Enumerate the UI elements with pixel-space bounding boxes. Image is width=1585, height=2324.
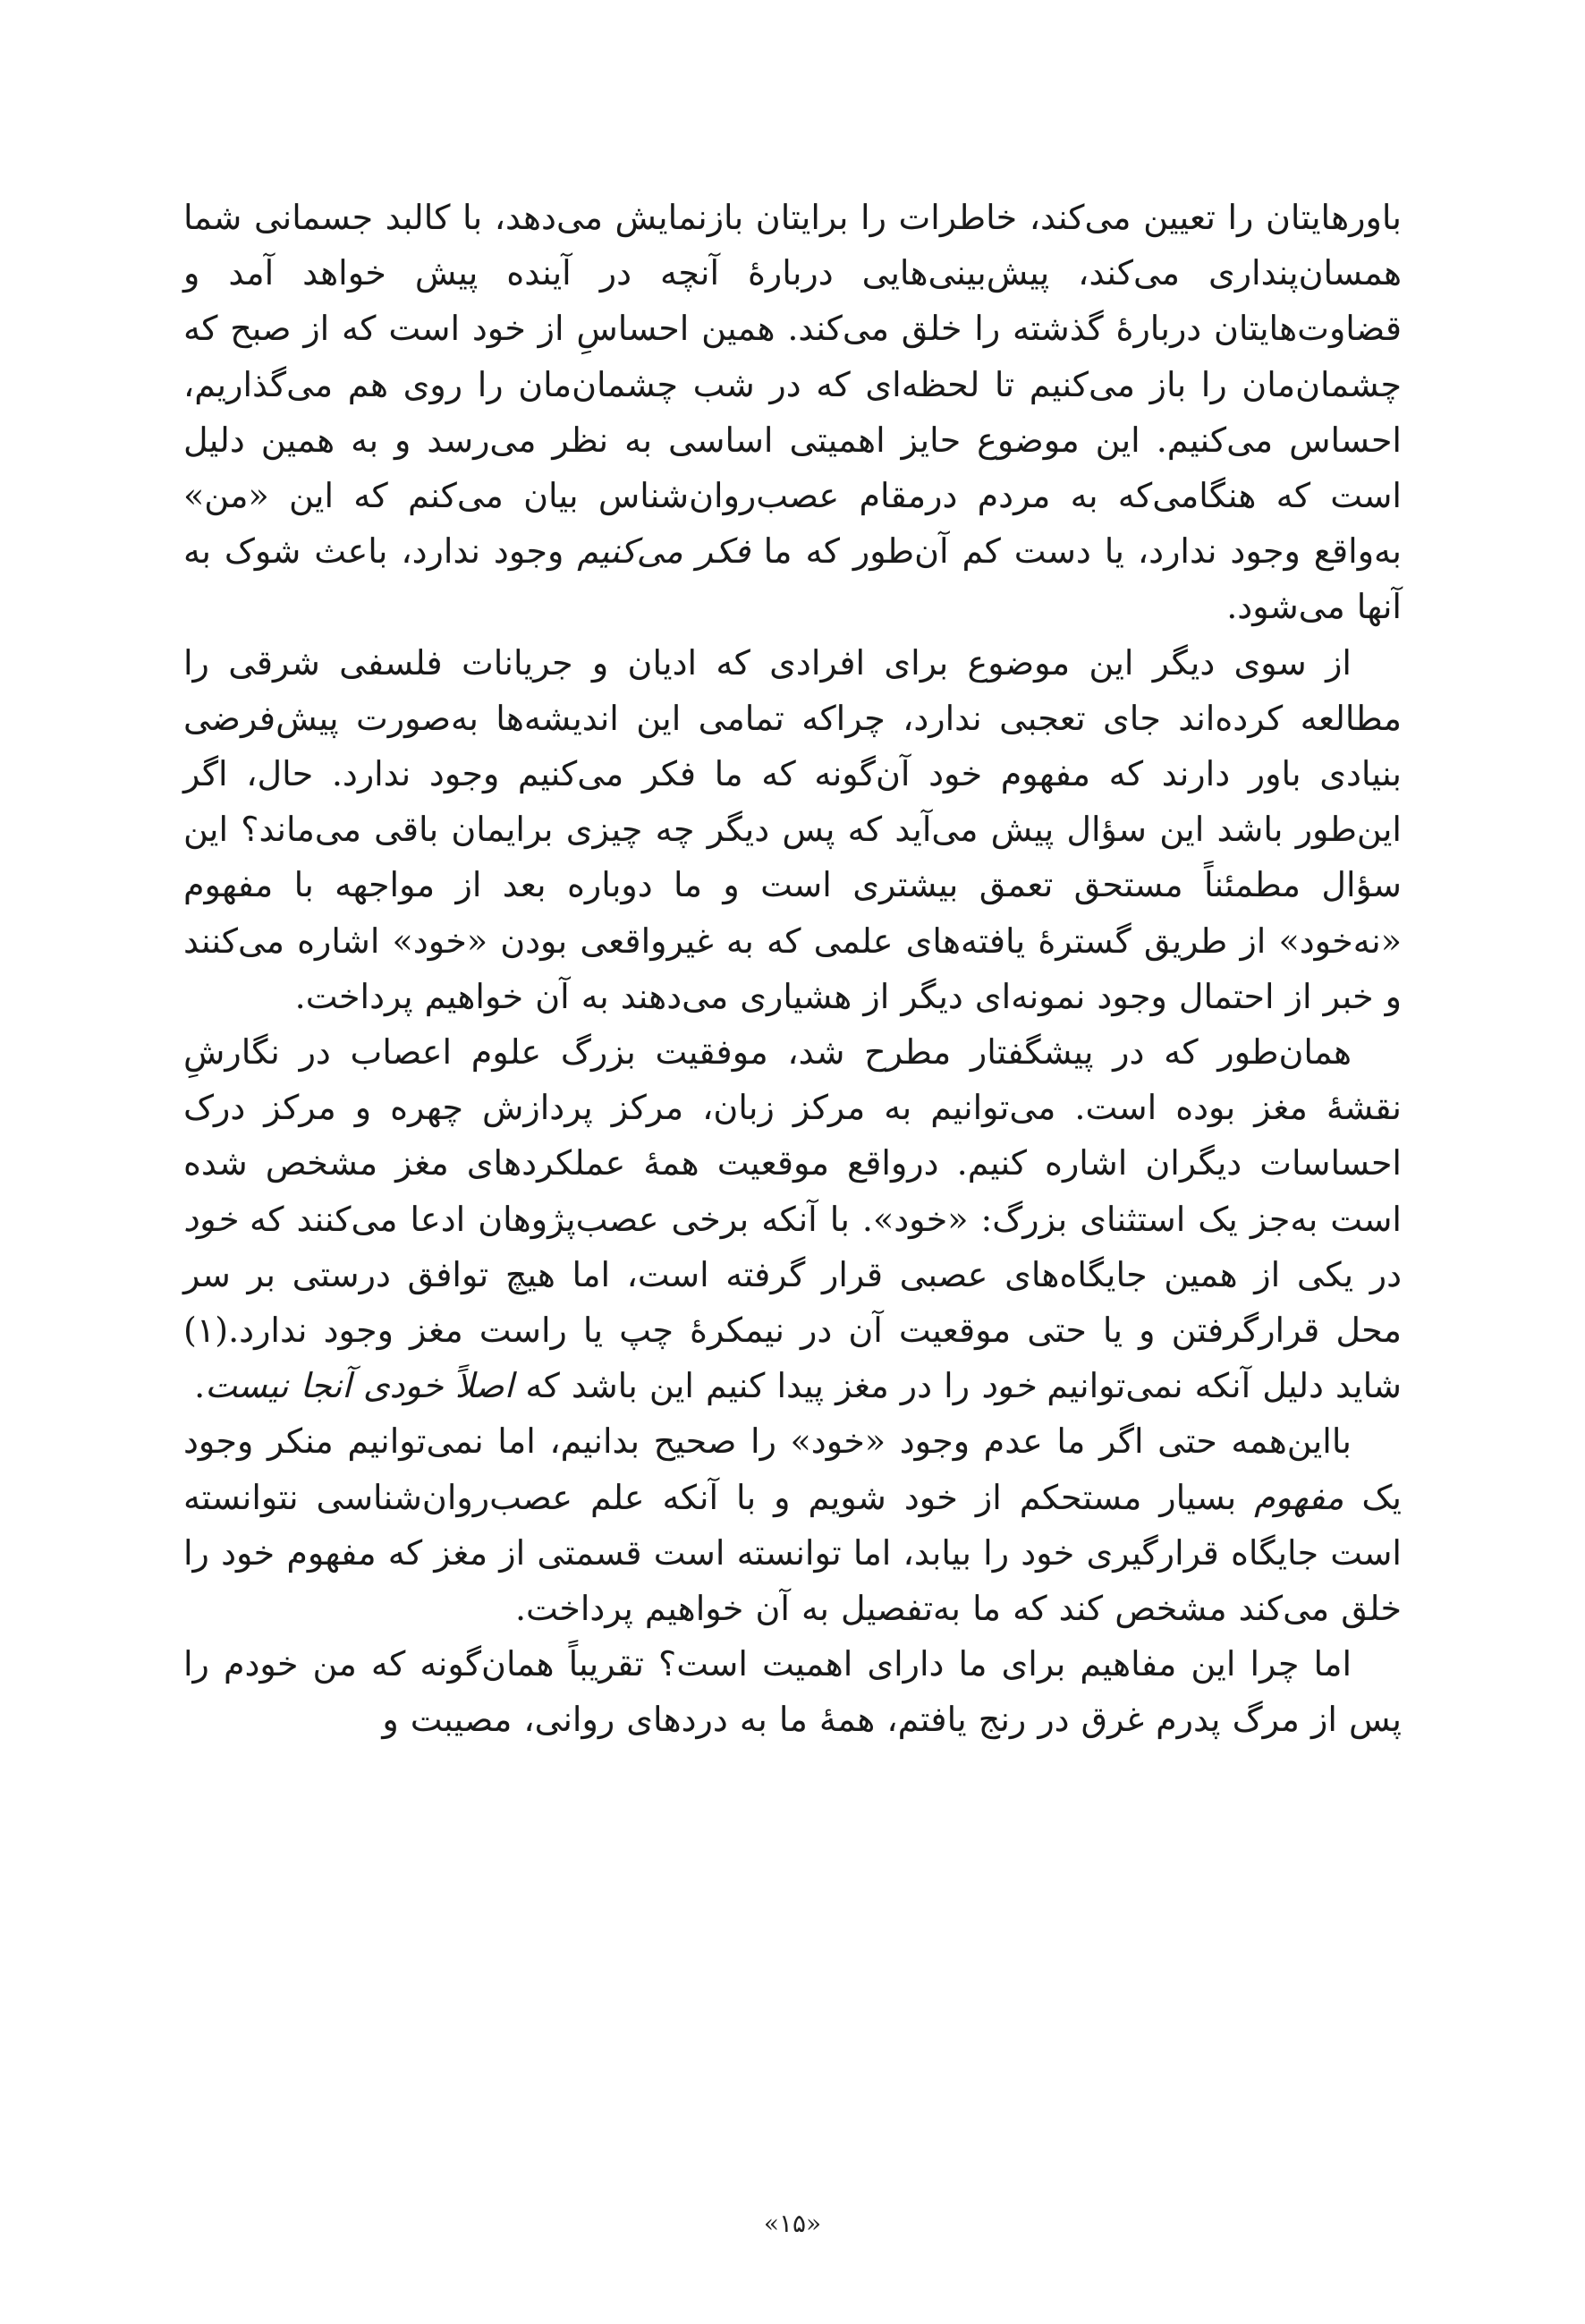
page-number: «۱۵» [763,2209,822,2238]
paragraph-4 [183,1413,1402,1636]
italic-segment: خود [981,1366,1036,1406]
paragraph-2 [183,635,1402,1024]
italic-segment: اصلاً خودی آنجا نیست [205,1366,514,1406]
text-segment: باورهایتان را تعیین می‌کند، خاطرات را برایتان بازنمایش می‌دهد، با کالبد جسمانی شما همسان‌پنداری می‌کند، پیش‌بینی‌هایی دربارهٔ آنچه در آینده پیش خواهد آمد و قضاوت‌هایتان دربارهٔ گذشته را خلق می‌کند. همین احساسِ از خود است که از صبح که چشمان‌مان را باز می‌کنیم تا لحظه‌ای که در شب چشمان‌مان را روی هم می‌گذاریم، احساس می‌کنیم. این موضوع حایز اهمیتی اساسی به نظر می‌رسد و به همین دلیل است که هنگامی‌که به مردم درمقام عصب‌روان‌شناس بیان می‌کنم که این «من» به‌واقع وجود ندارد، یا دست کم آن‌طور که ما [183,198,1403,572]
paragraph-5 [183,1636,1402,1747]
page-body [183,190,1402,2158]
text-segment: . [194,1366,206,1406]
text-segment: اما چرا این مفاهیم برای ما دارای اهمیت است؟ تقریباً همان‌گونه که من خودم را پس از مرگ پدرم غرق در رنج یافتم، همهٔ ما به دردهای روانی، مصیبت و [183,1644,1402,1740]
text-segment: وجود ندارد، باعث شوک به آنها می‌شود. [183,531,1402,627]
text-segment: در یکی از همین جایگاه‌های عصبی قرار گرفته است، اما هیچ توافق درستی بر سر محل قرارگرفتن و یا حتی موقعیت آن در نیمکرهٔ چپ یا راست مغز وجود ندارد.(۱) شاید دلیل آنکه نمی‌توانیم [183,1254,1402,1406]
paragraph-3 [183,1024,1402,1413]
text-segment: بسیار مستحکم از خود شویم و با آنکه علم عصب‌روان‌شناسی نتوانسته است جایگاه قرارگیری خود را بیابد، اما توانسته است قسمتی از مغز که مفهوم خود را خلق می‌کند مشخص کند که ما به‌تفصیل به آن خواهیم پرداخت. [183,1477,1402,1629]
paragraph-1 [183,190,1402,635]
italic-segment: خود [183,1199,238,1239]
text-segment: را در مغز پیدا کنیم این باشد که [513,1366,982,1406]
text-segment: از سوی دیگر این موضوع برای افرادی که ادیان و جریانات فلسفی شرقی را مطالعه کرده‌اند جای تعجبی ندارد، چراکه تمامی این اندیشه‌ها به‌صورت پیش‌فرضی بنیادی باور دارند که مفهوم خود آن‌گونه که ما فکر می‌کنیم وجود ندارد. حال، اگر این‌طور باشد این سؤال پیش می‌آید که پس دیگر چه چیزی برایمان باقی می‌ماند؟ این سؤال مطمئناً مستحق تعمق بیشتری است و ما دوباره بعد از مواجهه با مفهوم «نه‌خود» از طریق گسترهٔ یافته‌های علمی که به غیرواقعی بودن «خود» اشاره می‌کنند و خبر از احتمال وجود نمونه‌ای دیگر از هشیاری می‌دهند به آن خواهیم پرداخت. [183,642,1402,1016]
text-segment: همان‌طور که در پیشگفتار مطرح شد، موفقیت بزرگ علوم اعصاب در نگارشِ نقشهٔ مغز بوده است. می‌توانیم به مرکز زبان، مرکز پردازش چهره و مرکز درک احساسات دیگران اشاره کنیم. درواقع موقعیت همهٔ عملکردهای مغز مشخص شده است به‌جز یک استثنای بزرگ: «خود». با آنکه برخی عصب‌پژوهان ادعا می‌کنند که [183,1032,1402,1239]
italic-segment: فکر می‌کنیم [577,531,750,572]
text-segment: بااین‌همه حتی اگر ما عدم وجود «خود» را صحیح بدانیم، اما نمی‌توانیم منکر وجود یک [183,1421,1402,1517]
italic-segment: مفهوم [1254,1477,1344,1517]
